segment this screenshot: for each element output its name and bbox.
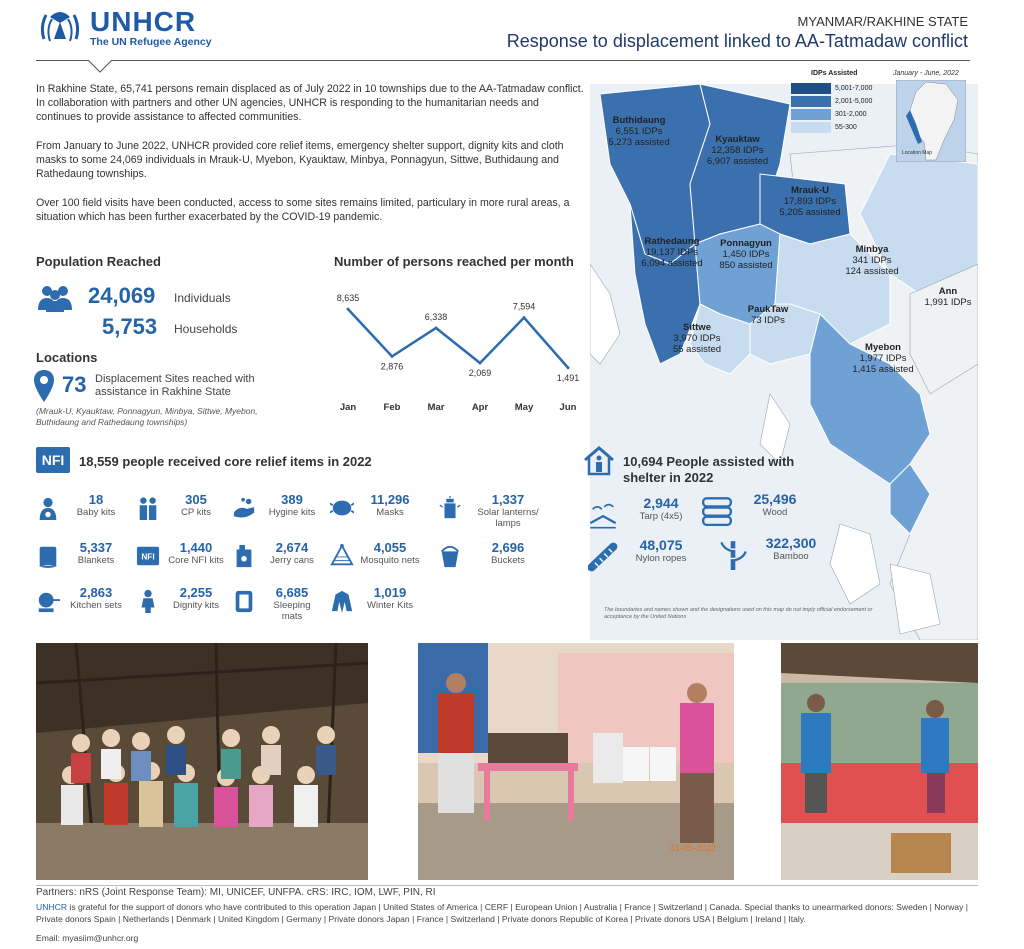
map-label-mrauk-u [770, 185, 850, 218]
map-label-rathedaung [634, 236, 710, 269]
chart-x-tick-label: May [514, 402, 534, 413]
shelter-item-value: 48,075 [639, 537, 683, 553]
nfi-item-value: 389 [281, 492, 303, 507]
locations-text: Displacement Sites reached with assistance in Rakhine State [95, 373, 255, 398]
map-date: January - June, 2022 [893, 70, 959, 77]
shelter-item [588, 538, 698, 577]
nfi-item-label: Kitchen sets [70, 600, 122, 611]
individuals-label: Individuals [174, 291, 231, 305]
footer-donors-text: is grateful for the support of donors who have contributed to this operation Japan | United States of America | CERF | European Union | Australia | France | Switzerland | Canada. Special thanks to unearmarked donors: Sweden | Norway | Private donors Spain | Netherlands | Denmark | United Kingdom | Germany | Private donors Japan | France | Switzerland | Private donors Republic of Korea | Private donors USA | Belgium | Ireland | Italy. [36, 902, 968, 924]
locations-note: (Mrauk-U, Kyauktaw, Ponnagyun, Minbya, Sittwe, Myebon, Buthidaung and Rathedaung townships) [36, 406, 258, 427]
chart-point [347, 308, 350, 311]
footer-unhcr-link: UNHCR [36, 902, 68, 912]
logo-wordmark: UNHCR [90, 6, 197, 37]
map-label-ann [918, 286, 978, 308]
nfi-item-value: 6,685 [275, 585, 309, 600]
nfi-item-label: Sleeping mats [273, 600, 311, 622]
individuals-value: 24,069 [88, 283, 156, 308]
people-icon [36, 284, 74, 312]
shelter-item-label: Wood [762, 507, 788, 518]
township-idps: 73 IDPs [751, 315, 785, 326]
header-notch-icon [88, 60, 112, 74]
photo-site [781, 643, 978, 880]
footer-partners: Partners: nRS (Joint Response Team): MI, UNICEF, UNFPA. cRS: IRC, IOM, LWF, PIN, RI [36, 887, 436, 898]
legend-swatch [791, 83, 831, 94]
bucket-icon [438, 544, 462, 573]
chart-data-label: 2,069 [468, 368, 492, 379]
township-assisted: 124 assisted [845, 266, 899, 277]
photo-date-stamp: 31-05-2022 [670, 843, 717, 853]
township-name: Minbya [855, 244, 889, 255]
township-idps: 1,450 IDPs [722, 249, 770, 260]
nfi-item [438, 492, 548, 529]
footer-divider [36, 885, 978, 886]
nfi-item-label: Mosquito nets [360, 555, 420, 566]
township-idps: 341 IDPs [852, 255, 892, 266]
nfi-item-label: Baby kits [76, 507, 116, 518]
households-label: Households [174, 322, 238, 336]
lantern-icon [438, 496, 462, 525]
shelter-item [718, 536, 828, 575]
nfi-item-value: 5,337 [79, 540, 113, 555]
chart-x-tick-label: Mar [427, 402, 445, 413]
chart-data-label: 8,635 [336, 293, 360, 304]
township-name: Myebon [865, 342, 901, 353]
township-name: Ann [938, 286, 958, 297]
nfi-item [136, 585, 226, 618]
header-titles [507, 14, 968, 52]
chart-x-tick-label: Apr [471, 402, 489, 413]
chart-data-label: 1,491 [556, 372, 580, 383]
jerrycan-icon [232, 544, 256, 573]
map-label-myebon [846, 342, 920, 375]
persons-per-month-chart [326, 280, 588, 420]
photo-children [36, 643, 368, 880]
shelter-item-label: Nylon ropes [635, 553, 687, 564]
chart-x-tick-label: Jun [559, 402, 577, 413]
map-legend [791, 82, 891, 134]
map-label-pauktaw [740, 304, 796, 326]
township-idps: 3,970 IDPs [673, 333, 721, 344]
legend-row [791, 95, 891, 108]
nfi-item [232, 492, 322, 525]
dignity-icon [136, 589, 160, 618]
legend-swatch [791, 96, 831, 107]
baby-icon [36, 496, 60, 525]
chart-data-label: 6,338 [424, 311, 448, 322]
blanket-icon [36, 544, 60, 573]
township-name: Kyauktaw [715, 134, 760, 145]
township-assisted: 5,273 assisted [608, 137, 670, 148]
svg-text:NFI: NFI [141, 551, 155, 562]
township-assisted: 6,094 assisted [641, 258, 703, 269]
township-idps: 1,977 IDPs [859, 353, 907, 364]
legend-row [791, 121, 891, 134]
map-label-minbya [836, 244, 908, 277]
township-idps: 12,358 IDPs [711, 145, 764, 156]
nfi-item [136, 540, 226, 573]
logo-tagline: The UN Refugee Agency [90, 36, 212, 48]
intro-paragraph-2: From January to June 2022, UNHCR provided core relief items, emergency shelter support, dignity kits and cloth masks to some 24,069 individuals in Mrauk-U, Myebon, Kyauktaw, Minbya, Ponnagyun, Sittwe, Buthidaung and Rathedaung townships. [36, 140, 564, 180]
township-assisted: 850 assisted [719, 260, 773, 271]
nfi-item [36, 540, 126, 573]
nfi-item-label: CP kits [181, 507, 211, 518]
chart-data-label: 2,876 [380, 361, 404, 372]
shelter-item-value: 322,300 [765, 535, 817, 551]
rope-icon [588, 542, 618, 577]
nfi-item-value: 305 [185, 492, 207, 507]
header-divider [36, 60, 970, 61]
nfi-item-label: Buckets [491, 555, 525, 566]
location-pin-icon [34, 370, 54, 402]
wood-icon [702, 496, 732, 531]
unhcr-emblem-icon [36, 9, 84, 47]
nfi-item-label: Masks [376, 507, 404, 518]
kitchen-icon [36, 589, 60, 618]
nfi-item-value: 11,296 [370, 492, 410, 507]
nfi-item-value: 1,019 [373, 585, 407, 600]
nfi-item [136, 492, 226, 525]
chart-series-line [348, 309, 568, 368]
nfi-item-label: Dignity kits [173, 600, 219, 611]
nfi-item-label: Solar lanterns/ lamps [477, 507, 539, 529]
legend-swatch [791, 109, 831, 120]
inset-map-label: Location Map [902, 150, 933, 156]
legend-row [791, 82, 891, 95]
nfi-item-label: Jerry cans [270, 555, 314, 566]
nfi-badge: NFI [36, 447, 70, 473]
township-assisted: 1,415 assisted [852, 364, 914, 375]
nfi-item [330, 585, 420, 618]
township-assisted: 6,907 assisted [706, 156, 769, 167]
nfi-item-value: 1,440 [179, 540, 213, 555]
legend-label: 301-2,000 [835, 111, 867, 118]
chart-x-tick-label: Feb [383, 402, 401, 413]
mask-icon [330, 496, 354, 525]
nfi-item-value: 4,055 [373, 540, 407, 555]
nfi-item [36, 585, 126, 618]
intro-paragraph-3: Over 100 field visits have been conducted, access to some sites remains limited, particulary in more rural areas, a situation which has been further exacerbated by the COVID-19 pandemic. [36, 197, 570, 223]
map-label-kyauktaw [700, 134, 775, 167]
nfi-item [232, 585, 322, 622]
township-name: PaukTaw [747, 304, 789, 315]
chart-point [435, 326, 438, 329]
footer-email: Email: myasiim@unhcr.org [36, 933, 139, 943]
township-assisted: 55 assisted [672, 344, 722, 355]
township-name: Sittwe [683, 322, 711, 333]
chart-point [523, 316, 526, 319]
bamboo-icon [718, 540, 748, 575]
township-name: Ponnagyun [720, 238, 772, 249]
township-name: Mrauk-U [790, 185, 829, 196]
intro-paragraph-1: In Rakhine State, 65,741 persons remain displaced as of July 2022 in 10 townships due to the AA-Tatmadaw conflict. In collaboration with partners and other UN agencies, UNHCR is responding to the humanitarian needs and continues to provide assistance to affected communities. [36, 83, 584, 123]
nfi-item-value: 2,696 [491, 540, 525, 555]
hygiene-icon [232, 496, 256, 525]
map-label-sittwe [664, 322, 730, 355]
chart-x-tick-label: Jan [339, 402, 357, 413]
township-idps: 1,991 IDPs [924, 297, 972, 308]
winter-icon [330, 589, 354, 618]
nfi-item-value: 2,255 [179, 585, 213, 600]
map-label-buthidaung [604, 115, 674, 148]
map-label-ponnagyun [710, 238, 782, 271]
shelter-item [702, 492, 812, 531]
township-assisted: 5,205 assisted [779, 207, 841, 218]
nfi-item-value: 2,674 [275, 540, 309, 555]
map-legend-title: IDPs Assisted [811, 70, 858, 77]
legend-swatch [791, 122, 831, 133]
legend-label: 2,001-5,000 [835, 98, 873, 105]
township-name: Rathedaung [644, 236, 700, 247]
nfi-item-label: Winter Kits [367, 600, 413, 611]
tarp-icon [588, 500, 618, 535]
township-name: Buthidaung [612, 115, 666, 126]
unhcr-logo [36, 8, 212, 48]
nfi-item-value: 1,337 [491, 492, 525, 507]
locations-value: 73 [62, 372, 87, 397]
footer-donors [36, 902, 981, 925]
township-idps: 19,137 IDPs [645, 247, 699, 258]
header-kicker: MYANMAR/RAKHINE STATE [797, 14, 968, 29]
nfi-icon [136, 544, 160, 573]
legend-row [791, 108, 891, 121]
chart-point [479, 362, 482, 365]
mosquito-net-icon [330, 544, 354, 573]
chart-title: Number of persons reached per month [334, 254, 574, 269]
legend-label: 5,001-7,000 [835, 85, 873, 92]
shelter-item-label: Tarp (4x5) [639, 511, 683, 522]
nfi-item-value: 18 [88, 492, 104, 507]
nfi-item-label: Blankets [77, 555, 115, 566]
population-title: Population Reached [36, 254, 161, 269]
township-idps: 6,551 IDPs [615, 126, 663, 137]
shelter-item-value: 25,496 [753, 491, 797, 507]
map-disclaimer: The boundaries and names shown and the designations used on this map do not imply official endorsement or acceptance by the United Nations [604, 607, 873, 620]
legend-label: 55-300 [835, 124, 857, 131]
households-value: 5,753 [102, 314, 158, 339]
shelter-icon [583, 446, 615, 476]
nfi-item-label: Hygine kits [268, 507, 316, 518]
nfi-item [330, 492, 420, 525]
page-title: Response to displacement linked to AA-Tatmadaw conflict [506, 31, 968, 51]
shelter-title: 10,694 People assisted with shelter in 2022 [623, 454, 795, 485]
nfi-title: 18,559 people received core relief items in 2022 [79, 454, 372, 469]
shelter-item-value: 2,944 [643, 495, 679, 511]
nfi-item-value: 2,863 [79, 585, 113, 600]
locations-title: Locations [36, 350, 98, 365]
chart-point [391, 355, 394, 358]
township-idps: 17,893 IDPs [783, 196, 837, 207]
nfi-item [330, 540, 420, 573]
shelter-item-label: Bamboo [773, 551, 809, 562]
chart-data-label: 7,594 [512, 301, 536, 312]
nfi-item [232, 540, 322, 573]
nfi-item [438, 540, 548, 573]
chart-point [567, 366, 570, 369]
mat-icon [232, 589, 256, 618]
nfi-item-label: Core NFI kits [168, 555, 224, 566]
shelter-item [588, 496, 698, 535]
photo-distribution [418, 643, 734, 880]
family-icon [136, 496, 160, 525]
nfi-item [36, 492, 126, 525]
